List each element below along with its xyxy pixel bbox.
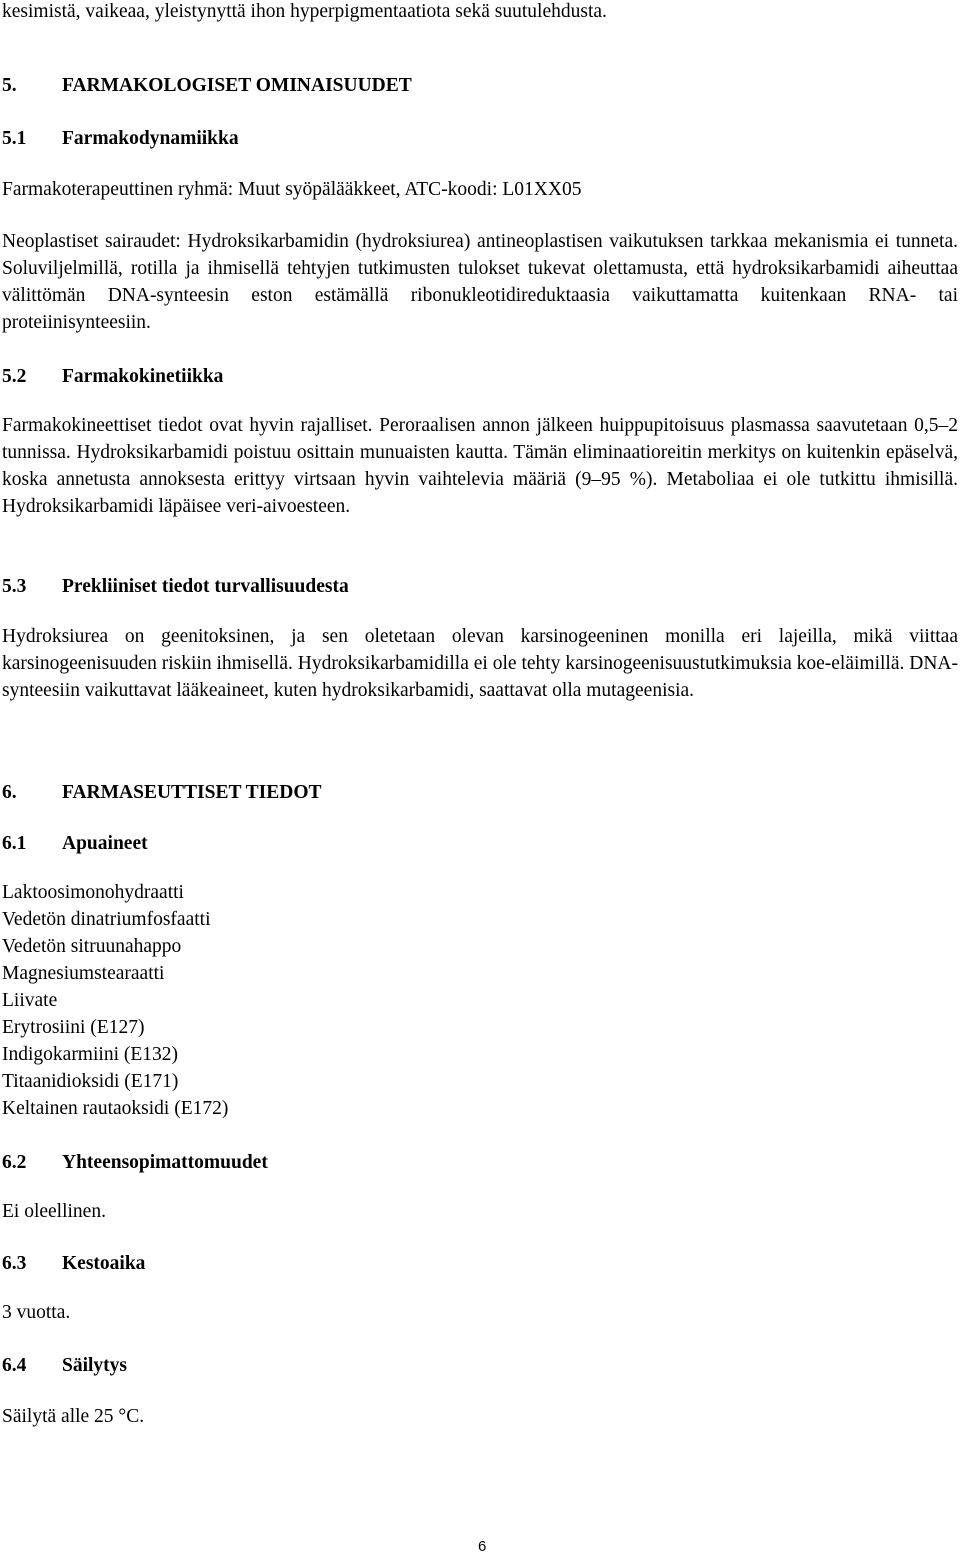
section-title: Farmakokinetiikka: [62, 366, 224, 387]
section-number: 5.2: [2, 366, 27, 387]
section-6-4-heading: [2, 1355, 127, 1377]
section-title: Säilytys: [62, 1355, 128, 1376]
section-5-3-heading: [2, 576, 349, 598]
preclinical-paragraph: Hydroksiurea on geenitoksinen, ja sen oletetaan olevan karsinogeeninen monilla eri lajeilla, mikä viittaa karsinogeenisuuden riskiin ihmisellä. Hydroksikarbamidilla ei ole tehty karsinogeenisuustutkimuksia koe-eläimillä. DNA-synteesiin vaikuttavat lääkeaineet, kuten hydroksikarbamidi, saattavat olla mutageenisia.: [2, 626, 958, 701]
list-item: Erytrosiini (E127): [2, 1017, 145, 1038]
list-item: Liivate: [2, 990, 58, 1011]
section-number: 6.4: [2, 1355, 27, 1376]
list-item: Titaanidioksidi (E171): [2, 1071, 179, 1092]
pharmacokinetics-paragraph: Farmakokineettiset tiedot ovat hyvin rajalliset. Peroraalisen annon jälkeen huippupitoisuus plasmassa saavutetaan 0,5–2 tunnissa. Hydroksikarbamidi poistuu osittain munuaisten kautta. Tämän eliminaatioreitin merkitys on kuitenkin epäselvä, koska annetusta annoksesta erittyy virtsaan hyvin vaihtelevia määriä (9–95 %). Metaboliaa ei ole tutkittu ihmisillä. Hydroksikarbamidi läpäisee veri-aivoesteen.: [2, 415, 958, 517]
section-6-heading: [2, 782, 322, 804]
section-number: 5.1: [2, 128, 27, 149]
section-number: 5.3: [2, 576, 27, 597]
section-title: FARMAKOLOGISET OMINAISUUDET: [62, 75, 412, 96]
section-number: 6.2: [2, 1152, 27, 1173]
list-item: Vedetön dinatriumfosfaatti: [2, 909, 211, 930]
list-item: Keltainen rautaoksidi (E172): [2, 1098, 229, 1119]
pharmacodynamics-paragraph: Neoplastiset sairaudet: Hydroksikarbamidin (hydroksiurea) antineoplastisen vaikutuksen tarkkaa mekanismia ei tunneta. Soluviljelmillä, rotilla ja ihmisellä tehtyjen tutkimusten tulokset tukevat olettamusta, että hydroksikarbamidi aiheuttaa välittömän DNA-synteesin eston estämällä ribonukleotidireduktaasia vaikuttamatta kuitenkaan RNA- tai proteiinisynteesiin.: [2, 231, 958, 333]
section-5-1-heading: [2, 128, 239, 150]
section-number: 6.3: [2, 1253, 27, 1274]
section-number: 6.: [2, 782, 17, 803]
section-title: Kestoaika: [62, 1253, 146, 1274]
storage-text: Säilytä alle 25 °C.: [2, 1406, 145, 1427]
section-5-2-heading: [2, 366, 223, 388]
incompatibilities-text: Ei oleellinen.: [2, 1201, 106, 1222]
list-item: Magnesiumstearaatti: [2, 963, 165, 984]
section-5-heading: [2, 75, 412, 97]
section-title: Apuaineet: [62, 833, 148, 854]
section-6-2-heading: [2, 1152, 268, 1174]
list-item: Vedetön sitruunahappo: [2, 936, 182, 957]
section-number: 5.: [2, 75, 17, 96]
section-title: Yhteensopimattomuudet: [62, 1152, 268, 1173]
shelf-life-text: 3 vuotta.: [2, 1302, 71, 1323]
section-6-3-heading: [2, 1253, 145, 1275]
list-item: Indigokarmiini (E132): [2, 1044, 179, 1065]
section-6-1-heading: [2, 833, 148, 855]
section-title: FARMASEUTTISET TIEDOT: [62, 782, 322, 803]
section-title: Farmakodynamiikka: [62, 128, 239, 149]
section-number: 6.1: [2, 833, 27, 854]
continued-text-line: kesimistä, vaikeaa, yleistynyttä ihon hyperpigmentaatiota sekä suutulehdusta.: [2, 1, 607, 22]
excipients-list: [2, 879, 228, 1122]
list-item: Laktoosimonohydraatti: [2, 882, 184, 903]
section-title: Prekliiniset tiedot turvallisuudesta: [62, 576, 349, 597]
atc-paragraph: Farmakoterapeuttinen ryhmä: Muut syöpälääkkeet, ATC-koodi: L01XX05: [2, 179, 582, 200]
page-number: 6: [478, 1538, 487, 1555]
